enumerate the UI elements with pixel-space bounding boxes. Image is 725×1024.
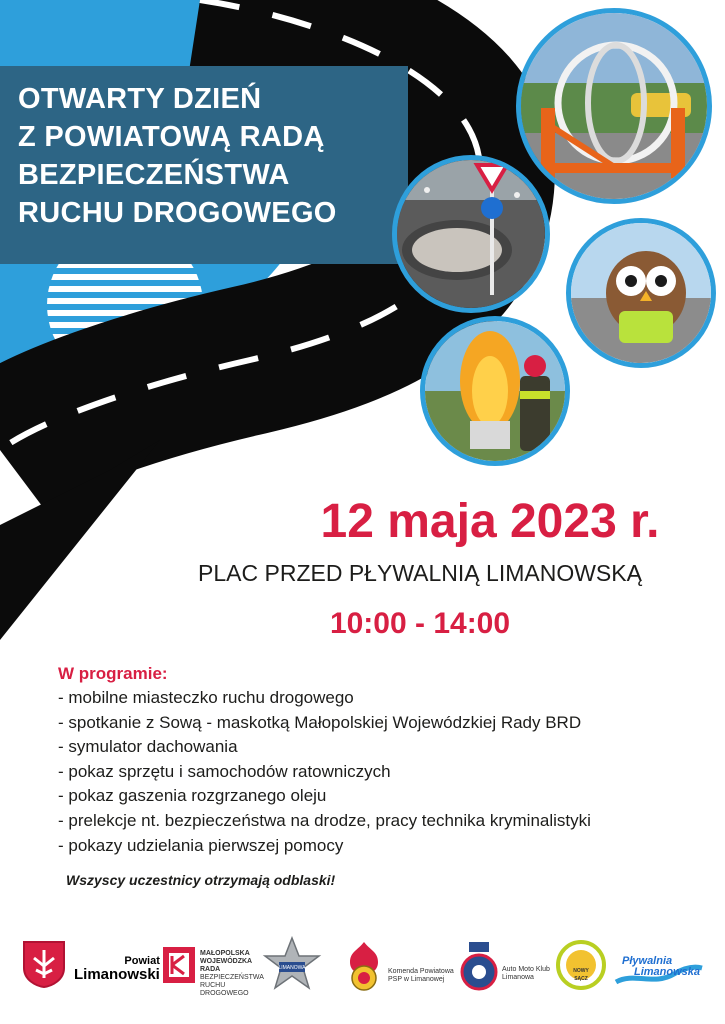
title-line: BEZPIECZEŃSTWA [18, 159, 290, 191]
automoto-club-emblem-icon [460, 940, 498, 997]
title-line: RUCHU DROGOWEGO [18, 197, 337, 229]
powiat-line1: Powiat [124, 955, 160, 967]
event-hours: 10:00 - 14:00 [329, 607, 511, 640]
event-date: 12 maja 2023 r. [320, 495, 660, 548]
powiat-logo-text [74, 954, 160, 982]
rada-line: BEZPIECZEŃSTWA [200, 974, 264, 981]
program-heading: W programie: [58, 664, 168, 683]
program-item: - mobilne miasteczko ruchu drogowego [58, 688, 354, 707]
reflectors-note: Wszyscy uczestnicy otrzymają odblaski! [66, 872, 336, 888]
rada-line: WOJEWÓDZKA [200, 958, 253, 965]
page-title [18, 80, 337, 232]
nowy-sacz-label: NOWY SĄCZ [573, 968, 589, 982]
rada-line: DROGOWEGO [200, 990, 249, 997]
psp-text [388, 968, 454, 984]
rada-brd-text [200, 950, 264, 998]
plywalnia-text [622, 956, 700, 978]
powiat-coat-of-arms-icon [22, 940, 66, 993]
photo-rollover-simulator [516, 8, 712, 204]
program-item: - spotkanie z Sową - maskotką Małopolskiej Wojewódzkiej Rady BRD [58, 712, 582, 732]
powiat-line2: Limanowski [74, 966, 160, 983]
photo-owl-mascot [566, 218, 716, 368]
plywalnia-line: Limanowska [634, 966, 701, 978]
rada-line: MAŁOPOLSKA [200, 950, 250, 957]
automoto-line: Auto Moto Klub [502, 966, 550, 973]
automoto-line: Limanowa [502, 974, 534, 981]
program-item: - pokaz sprzętu i samochodów ratowniczych [58, 761, 391, 781]
program-item: - pokaz gaszenia rozgrzanego oleju [58, 786, 327, 806]
rada-line: RADA [200, 966, 221, 973]
title-line: Z POWIATOWĄ RADĄ [18, 121, 325, 153]
program-list [58, 686, 698, 858]
photo-oil-fire-demo [420, 316, 570, 466]
rada-line: RUCHU [200, 982, 226, 989]
automoto-text [502, 966, 550, 982]
plywalnia-line: Pływalnia [622, 955, 673, 967]
program-item: - symulator dachowania [58, 737, 238, 757]
psp-line: Komenda Powiatowa [388, 968, 454, 975]
rada-brd-emblem-icon [162, 946, 196, 989]
psp-emblem-icon [344, 940, 384, 997]
program-item: - pokazy udzielania pierwszej pomocy [58, 835, 344, 855]
event-place: PLAC PRZED PŁYWALNIĄ LIMANOWSKĄ [198, 560, 642, 586]
psp-line: PSP w Limanowej [388, 976, 445, 983]
photo-traffic-town [392, 155, 550, 313]
program-section [58, 662, 698, 858]
title-line: OTWARTY DZIEŃ [18, 83, 262, 115]
policja-label: LIMANOWA [278, 965, 306, 971]
program-item: - prelekcje nt. bezpieczeństwa na drodze, pracy technika kryminalistyki [58, 810, 591, 830]
